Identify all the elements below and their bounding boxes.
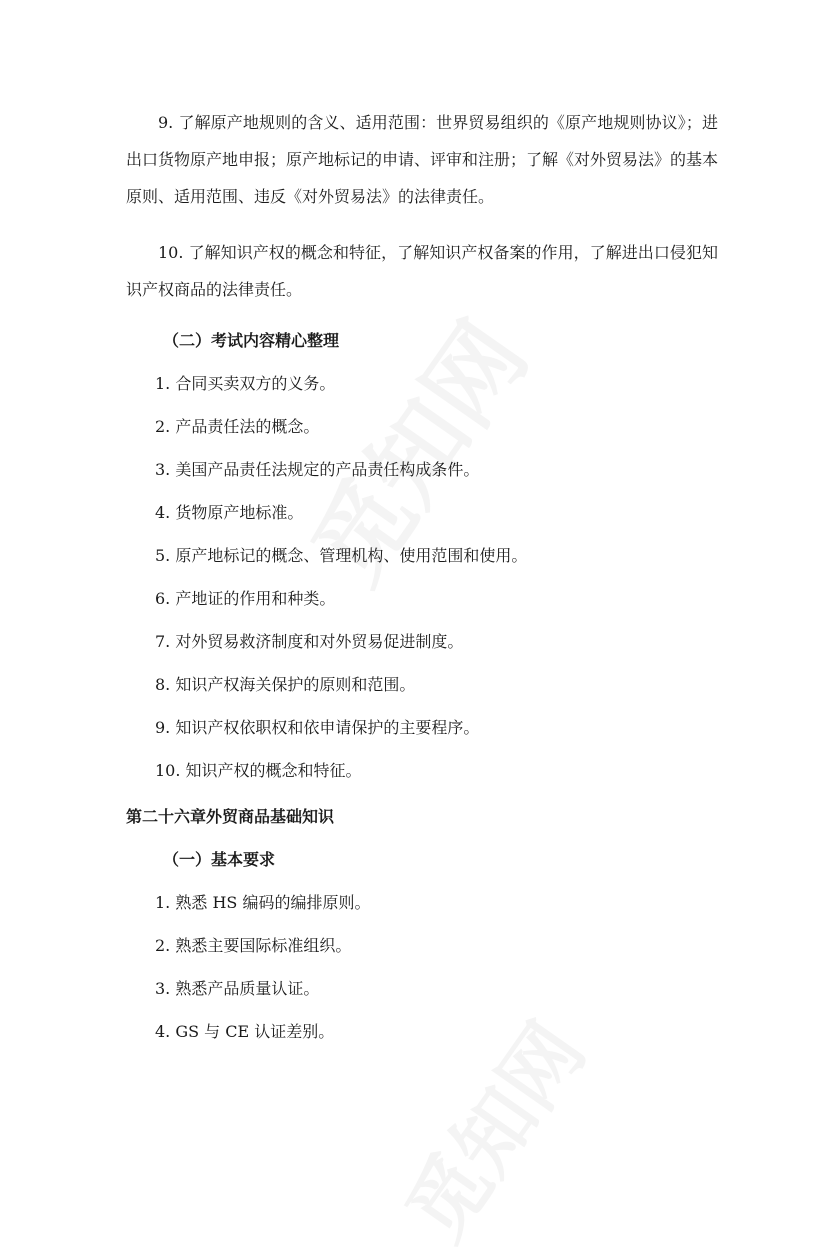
- paragraph-origin-rules: [126, 104, 718, 215]
- watermark: [374, 996, 606, 1259]
- list-item: 9. 知识产权依职权和依申请保护的主要程序。: [155, 718, 480, 737]
- list-item: 7. 对外贸易救济制度和对外贸易促进制度。: [155, 632, 464, 651]
- list-item: 4. 货物原产地标准。: [155, 503, 304, 522]
- section-heading-basic-requirements: （一）基本要求: [163, 850, 276, 869]
- list-item: 3. 美国产品责任法规定的产品责任构成条件。: [155, 460, 480, 479]
- list-item: 2. 产品责任法的概念。: [155, 417, 320, 436]
- section-heading-exam-content: （二）考试内容精心整理: [163, 331, 340, 350]
- chapter-title: 第二十六章外贸商品基础知识: [126, 807, 335, 826]
- list-item: 2. 熟悉主要国际标准组织。: [155, 936, 352, 955]
- paragraph-ip-rights: [126, 234, 718, 308]
- list-item: 4. GS 与 CE 认证差别。: [155, 1022, 335, 1041]
- list-item: 10. 知识产权的概念和特征。: [155, 761, 362, 780]
- list-item: 1. 熟悉 HS 编码的编排原则。: [155, 893, 371, 912]
- list-item: 1. 合同买卖双方的义务。: [155, 374, 336, 393]
- list-item: 8. 知识产权海关保护的原则和范围。: [155, 675, 416, 694]
- list-item: 5. 原产地标记的概念、管理机构、使用范围和使用。: [155, 546, 528, 565]
- list-item: 3. 熟悉产品质量认证。: [155, 979, 320, 998]
- paragraph-text: 10. 了解知识产权的概念和特征，了解知识产权备案的作用，了解进出口侵犯知识产权商品的法律责任。: [126, 243, 718, 299]
- list-item: 6. 产地证的作用和种类。: [155, 589, 336, 608]
- paragraph-text: 9. 了解原产地规则的含义、适用范围：世界贸易组织的《原产地规则协议》；进出口货物原产地申报；原产地标记的申请、评审和注册；了解《对外贸易法》的基本原则、适用范围、违反《对外贸易法》的法律责任。: [126, 113, 719, 206]
